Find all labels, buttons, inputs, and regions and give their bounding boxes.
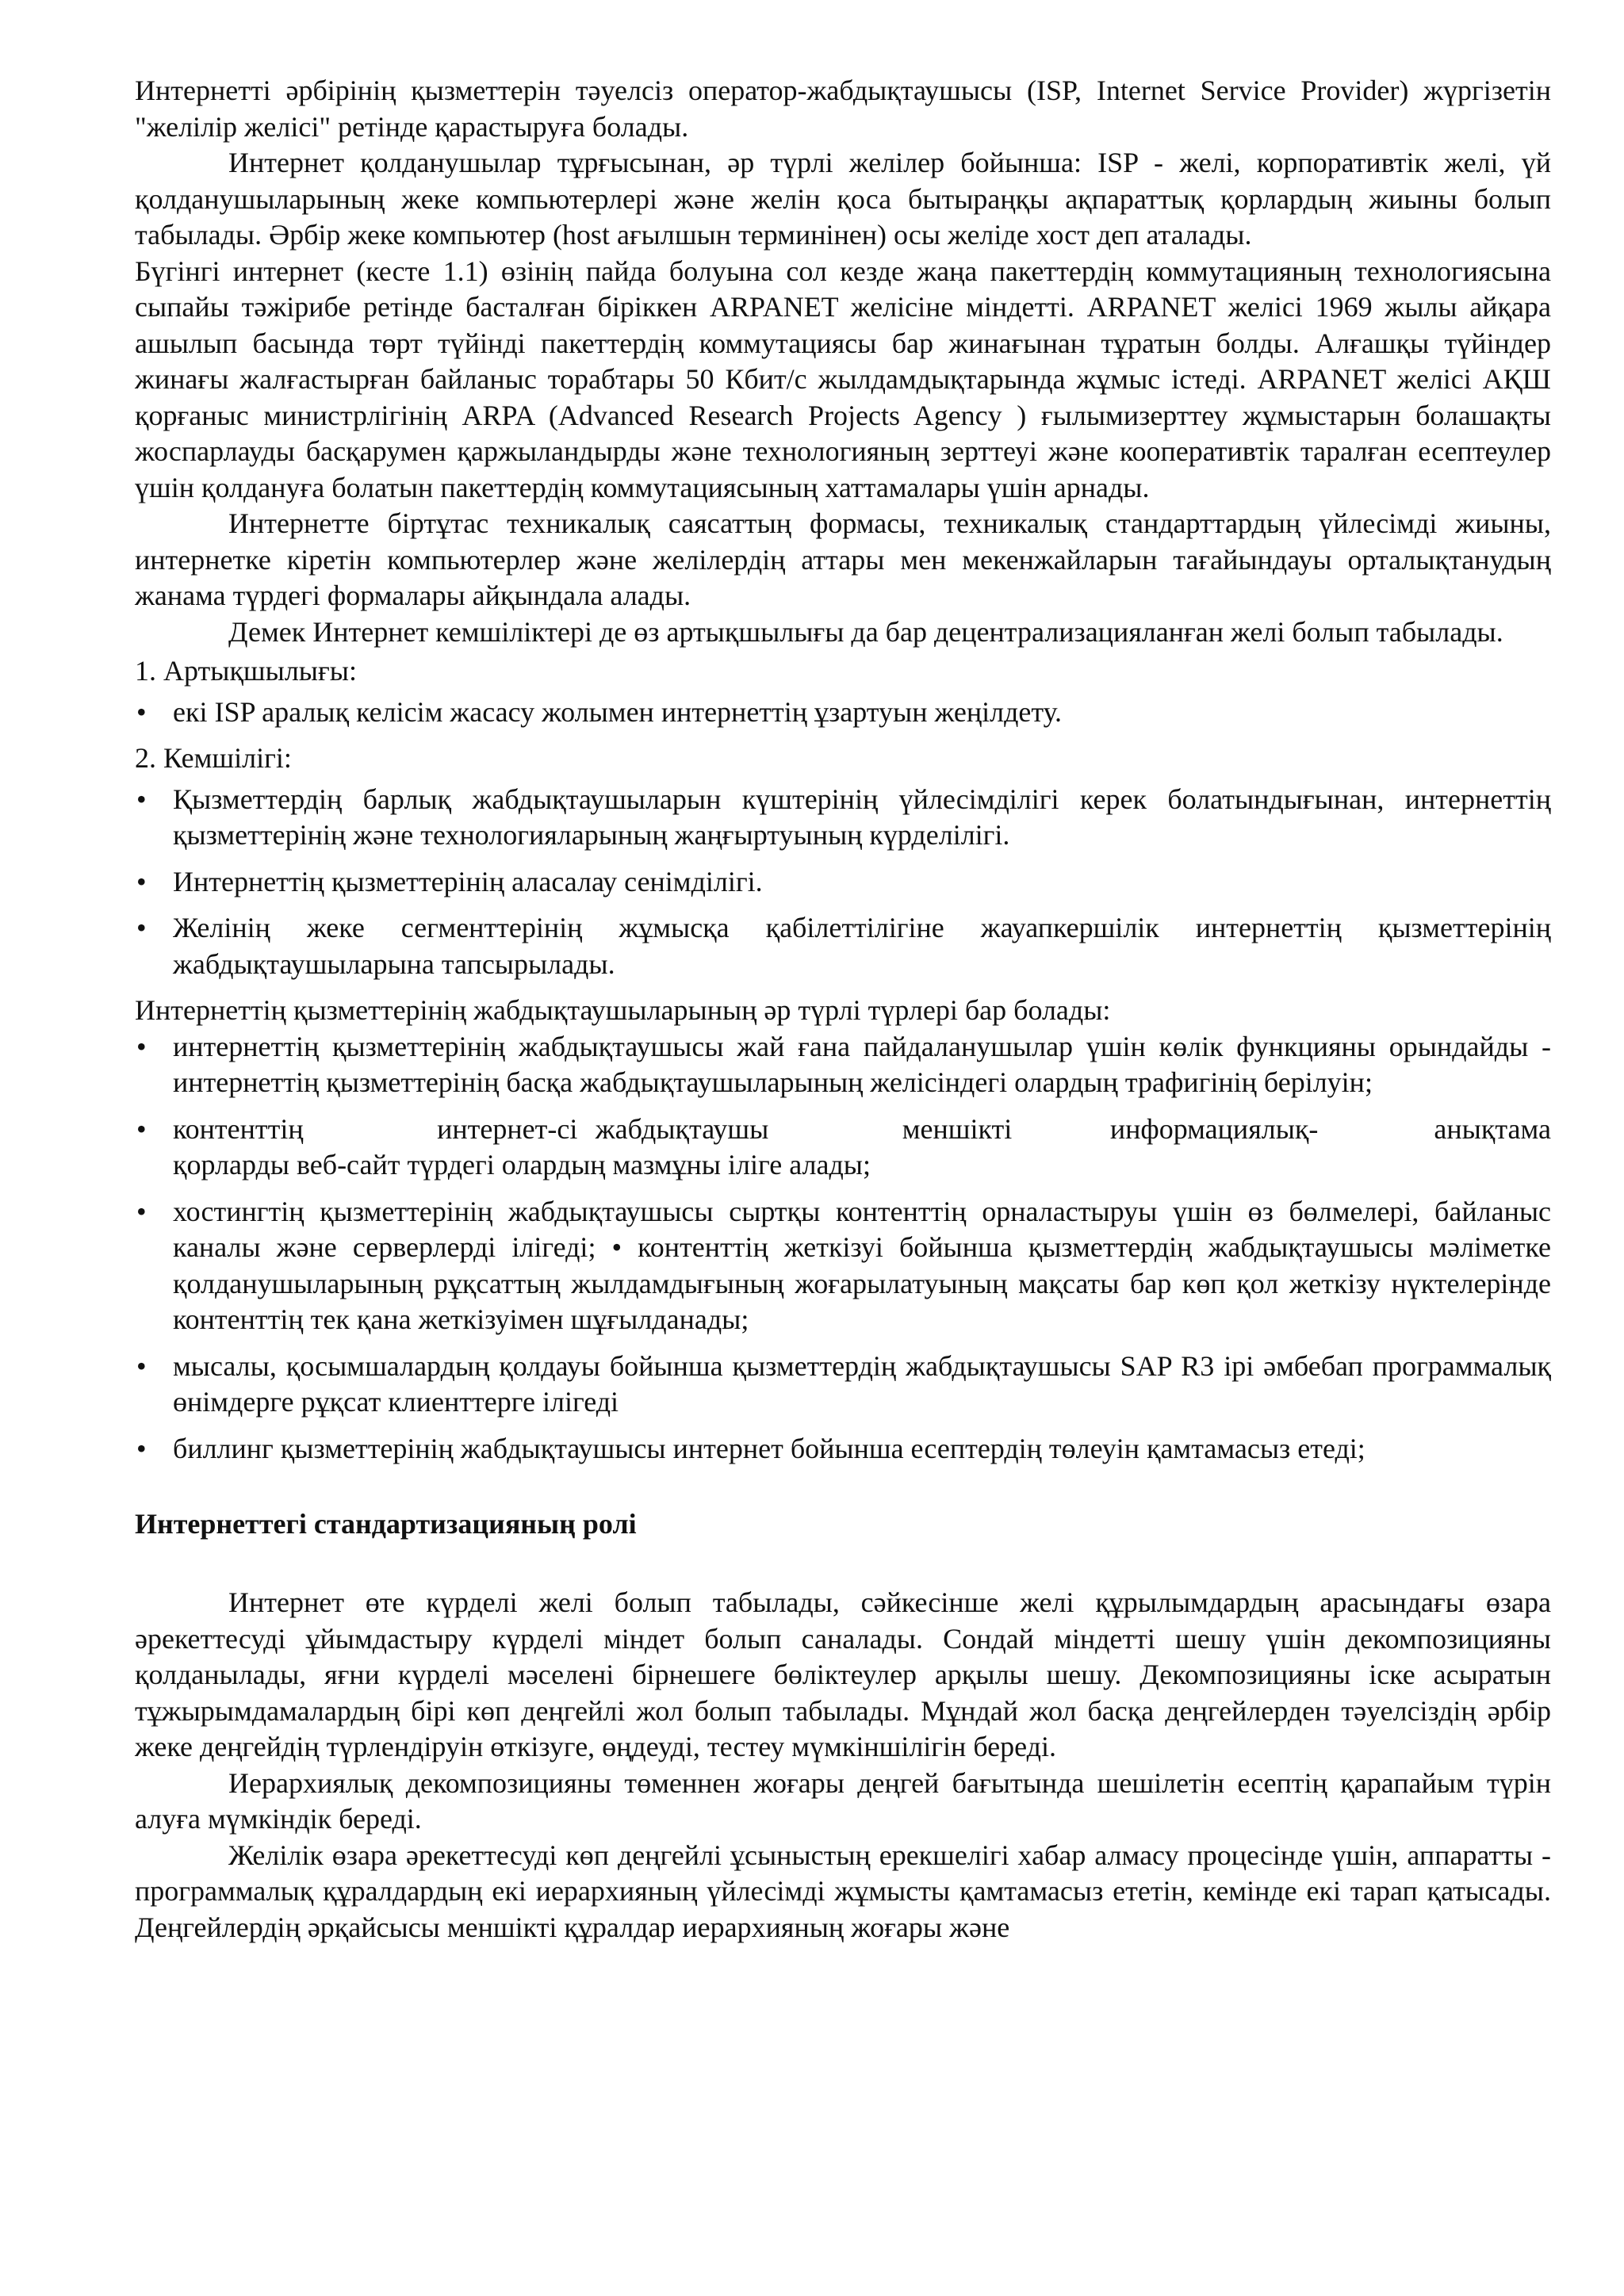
list-item — [135, 1349, 1551, 1421]
list-item-text: контенттің интернет-сі жабдықтаушы меншікті информациялық- анықтама қорларды веб-сайт түрдегі олардың мазмұны іліге алады; — [173, 1112, 1558, 1181]
paragraph-user-perspective: Интернет қолданушылар тұрғысынан, әр түрлі желілер бойынша: ISP - желі, корпоративтік желі, үй қолданушыларының жеке компьютерлері және желін қоса бытыраңқы ақпараттық қорлардың жиыны болып табылады. Әрбір жеке компьютер (host ағылшын терминінен) осы желіде хост деп аталады. — [135, 147, 1551, 251]
list-item-text: Қызметтердің барлық жабдықтаушыларын күштерінің үйлесімділігі керек болатындығынан, интернеттің қызметтерінің және технологияларының жаңғыртуының күрделілігі. — [173, 783, 1551, 851]
list-item-text: хостингтің қызметтерінің жабдықтаушысы сыртқы контенттің орналастыруы үшін өз бөлмелері, байланыс каналы және серверлерді ілігеді; • контенттің жеткізуі бойынша қызметтердің жабдықтаушысы мәліметке қолданушыларының рұқсаттың жылдамдығының жоғарылатуының мақсаты бар көп қол жеткізу нүктелерінде контенттің тек қана жеткізуімен шұғылданады; — [173, 1195, 1551, 1335]
list-item — [135, 782, 1551, 854]
disadvantages-list — [135, 782, 1551, 983]
list-item-text: биллинг қызметтерінің жабдықтаушысы интернет бойынша есептердің төлеуін қамтамасыз етеді; — [173, 1432, 1365, 1464]
paragraph-decomposition: Интернет өте күрделі желі болып табылады, сәйкесінше желі құрылымдардың арасындағы өзара әрекеттесуді ұйымдастыру күрделі міндет болып саналады. Сондай міндетті шешу үшін декомпозицияны қолданылады, яғни күрделі мәселені бірнешеге бөліктеулер арқылы шешу. Декомпозицияны іске асыратын тұжырымдамалардың бірі көп деңгейлі жол болып табылады. Мұндай жол басқа деңгейлерден тәуелсіздің әрбір жеке деңгейдің түрлендіруін өткізуге, өңдеуді, тестеу мүмкіншілігін береді. — [135, 1586, 1551, 1762]
list-item-text: мысалы, қосымшалардың қолдауы бойынша қызметтердің жабдықтаушысы SAP R3 ірі әмбебап программалық өнімдерге рұқсат клиенттерге ілігеді — [173, 1349, 1551, 1418]
paragraph-arpanet-history: Бүгінгі интернет (кесте 1.1) өзінің пайда болуына сол кезде жаңа пакеттердің коммутацияның технологиясына сыпайы тәжірибе ретінде басталған біріккен ARPANET желісіне міндетті. ARPANET желісі 1969 жылы айқара ашылып басында төрт түйінді пакеттердің коммутациясы бар жинағынан тұратын болды. Алғашқы түйіндер жинағы жалғастырған байланыс торабтары 50 Кбит/с жылдамдықтарында жұмыс істеді. ARPANET желісі АҚШ қорғаныс министрлігінің ARPA (Advanced Research Projects Agency ) ғылымизерттеу жұмыстарын болашақты жоспарлауды басқарумен қаржыландырды және технологияның зерттеуі және кооперативтік таралған есептеулер үшін қолдануға болатын пакеттердің коммутациясының хаттамалары үшін арнады. — [135, 254, 1551, 503]
list-item — [135, 864, 1551, 901]
disadvantages-heading: 2. Кемшілігі: — [135, 742, 292, 774]
bullet-icon: • — [136, 1195, 147, 1227]
providers-list — [135, 1029, 1558, 1468]
bullet-icon: • — [136, 1030, 147, 1062]
paragraph-decentralized-network: Демек Интернет кемшіліктері де өз артықшылығы да бар децентрализацияланған желі болып табылады. — [228, 615, 1503, 648]
section-heading: Интернеттегі стандартизацияның ролі — [135, 1508, 637, 1540]
list-item — [135, 910, 1551, 982]
list-item — [135, 695, 1551, 731]
paragraph-isp-definition: Интернетті әрбірінің қызметтерін тәуелсіз оператор-жабдықтаушысы (ISP, Internet Service Provider) жүргізетін "желілір желісі" ретінде қарастыруға болады. — [135, 75, 1551, 143]
list-item-text: екі ISP аралық келісім жасасу жолымен интернеттің ұзартуын жеңілдету. — [173, 695, 1063, 728]
bullet-icon: • — [136, 912, 147, 943]
list-item — [135, 1194, 1551, 1338]
bullet-icon: • — [136, 1112, 147, 1145]
paragraph-multilevel-interaction: Желілік өзара әрекеттесуді көп деңгейлі ұсыныстың ерекшелігі хабар алмасу процесінде үшін, аппаратты - программалық құралдардың екі иерархияның үйлесімді жұмысты қамтамасыз ететін, кемінде екі тарап қатысады. Деңгейлердің әрқайсысы меншікті құралдар иерархияның жоғары және — [135, 1839, 1551, 1943]
paragraph-hierarchical-decomposition: Иерархиялық декомпозицияны төменнен жоғары деңгей бағытында шешілетін есептің қарапайым түрін алуға мүмкіндік береді. — [135, 1766, 1551, 1835]
bullet-icon: • — [136, 695, 147, 728]
list-item-text: Желінің жеке сегменттерінің жұмысқа қабілеттілігіне жауапкершілік интернеттің қызметтерінің жабдықтаушыларына тапсырылады. — [173, 912, 1551, 980]
list-item — [135, 1112, 1558, 1184]
bullet-icon: • — [136, 865, 147, 897]
bullet-icon: • — [136, 1432, 147, 1464]
list-item — [135, 1029, 1551, 1101]
providers-intro: Интернеттің қызметтерінің жабдықтаушыларының әр түрлі түрлері бар болады: — [135, 994, 1111, 1026]
bullet-icon: • — [136, 1349, 147, 1382]
advantages-list — [135, 695, 1551, 731]
list-item — [135, 1431, 1551, 1468]
list-item-text: интернеттің қызметтерінің жабдықтаушысы жай ғана пайдаланушылар үшін көлік функцияны орындайды - интернеттің қызметтерінің басқа жабдықтаушыларының желісіндегі олардың трафигінің берілуін; — [173, 1030, 1551, 1098]
advantages-heading: 1. Артықшылығы: — [135, 655, 357, 687]
list-item-text: Интернеттің қызметтерінің аласалау сенімділігі. — [173, 865, 763, 897]
paragraph-technical-policy: Интернетте біртұтас техникалық саясаттың формасы, техникалық стандарттардың үйлесімді жиыны, интернетке кіретін компьютерлер және желілердің аттары мен мекенжайларын тағайындауы орталықтанудың жанама түрдегі формалары айқындала алады. — [135, 507, 1551, 611]
bullet-icon: • — [136, 783, 147, 815]
